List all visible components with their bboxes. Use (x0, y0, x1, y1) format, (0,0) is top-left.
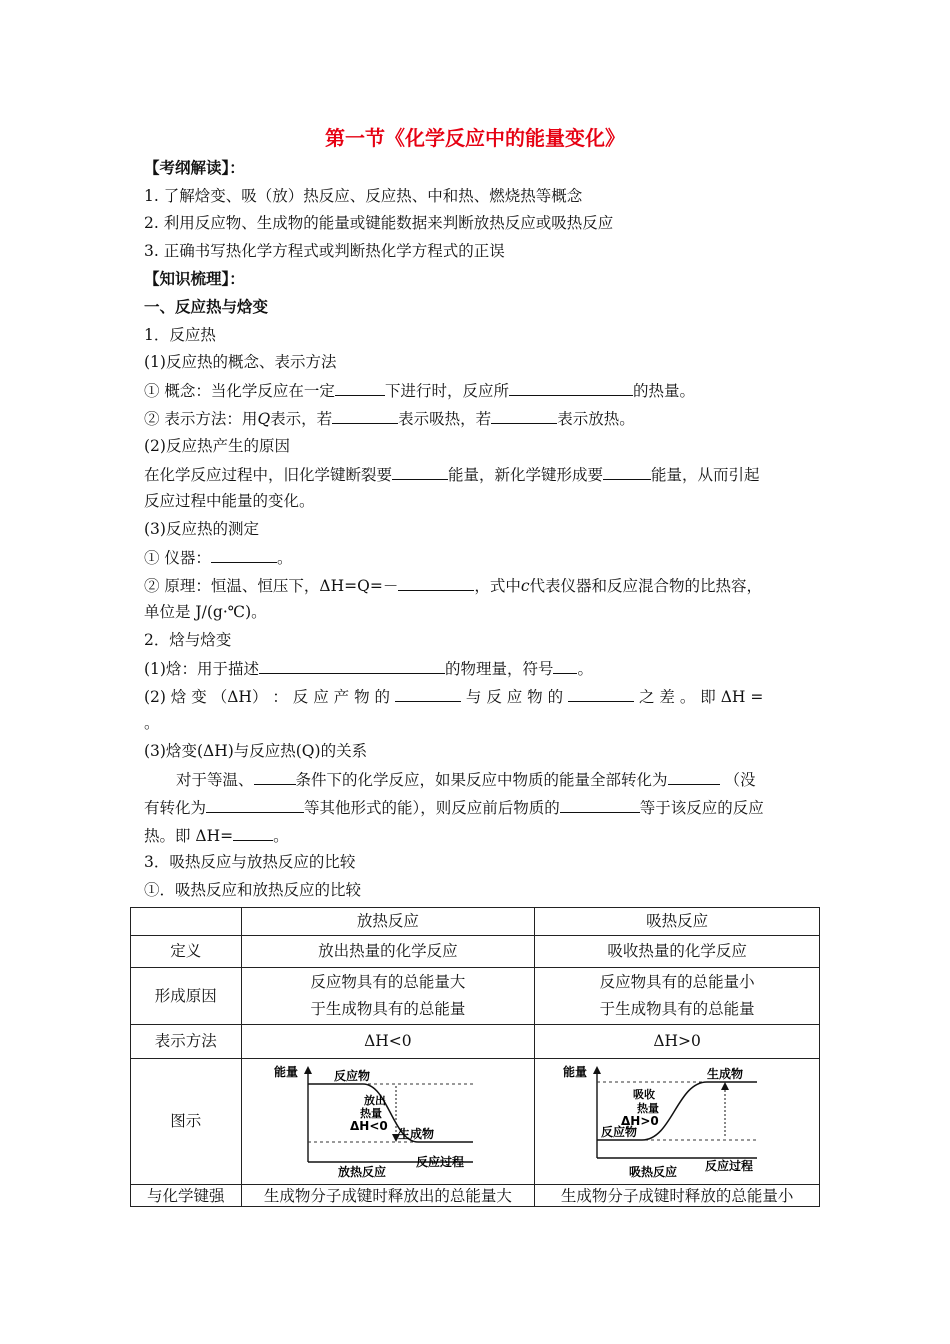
energy-curve (308, 1084, 473, 1142)
knowledge-heading: 【知识梳理】： (144, 270, 245, 288)
text: ① 仪器： (144, 549, 211, 567)
blank (603, 464, 651, 480)
table-row (131, 968, 820, 1025)
y-axis-label: 能量 (273, 1064, 298, 1079)
cause-line (144, 464, 760, 485)
diagram-caption: 放热反应 (337, 1164, 386, 1179)
delta-h-label: ΔH<0 (349, 1118, 388, 1133)
subsection-reaction-heat: 1．反应热 (144, 326, 216, 344)
blank (509, 380, 633, 396)
table-cell: 放出热量的化学反应 (241, 936, 535, 968)
blank (332, 408, 398, 424)
text: 能量，从而引起 (651, 466, 760, 484)
blank (491, 408, 557, 424)
blank (398, 575, 474, 591)
table-cell (241, 968, 535, 1025)
outline-item-3: 3. 正确书写热化学方程式或判断热化学方程式的正误 (144, 242, 505, 260)
cause-line-2: 反应过程中能量的变化。 (144, 492, 315, 510)
row-label: 图示 (131, 1059, 242, 1185)
measure-heading: (3)反应热的测定 (144, 520, 259, 538)
text: 等于该反应的反应 (639, 799, 764, 817)
symbol-c: c (520, 577, 530, 595)
relation-heading: (3)焓变(ΔH)与反应热(Q)的关系 (144, 742, 368, 760)
outline-heading: 【考纲解读】： (144, 159, 245, 177)
text: 能量，新化学键形成要 (448, 466, 604, 484)
cell-line: 于生成物具有的总能量 (599, 1000, 755, 1018)
enthalpy-change-line-2: 。 (144, 714, 160, 732)
table-cell (241, 1059, 535, 1185)
outline-item-1: 1. 了解焓变、吸（放）热反应、反应热、中和热、燃烧热等概念 (144, 187, 583, 205)
text: 表示吸热，若 (398, 410, 492, 428)
blank (553, 658, 577, 674)
y-axis-label: 能量 (563, 1064, 588, 1079)
text: 之 差 。 即 ΔH = (638, 688, 764, 706)
blank (335, 380, 385, 396)
concept-line (144, 380, 695, 401)
product-label: 生成物 (397, 1126, 434, 1141)
reactant-label: 反应物 (333, 1068, 370, 1083)
text: 。 (276, 549, 293, 567)
blank (259, 658, 445, 674)
text: ，式中 (474, 577, 521, 595)
relation-line-1 (176, 769, 755, 790)
text: 有转化为 (144, 799, 207, 817)
table-header-cell: 放热反应 (241, 908, 535, 936)
text: （没 (724, 771, 756, 789)
comparison-table (130, 907, 820, 1207)
blank (233, 825, 273, 841)
cell-line: 反应物具有的总能量大 (310, 973, 466, 991)
text: 在化学反应过程中，旧化学键断裂要 (144, 466, 393, 484)
text: 代表仪器和反应混合物的比热容， (529, 577, 763, 595)
blank (254, 769, 296, 785)
blank (211, 547, 277, 563)
text: 热。即 ΔH= (144, 827, 234, 845)
text: 的物理量，符号 (444, 660, 554, 678)
row-label: 定义 (131, 936, 242, 968)
text: 表示，若 (270, 410, 333, 428)
method-line (144, 408, 635, 429)
text: ② 原理：恒温、恒压下，ΔH=Q=－ (144, 577, 399, 595)
table-cell (535, 1059, 820, 1185)
table-cell: ΔH>0 (535, 1025, 820, 1059)
table-cell: 生成物分子成键时释放的总能量小 (535, 1185, 820, 1207)
comparison-subheading: ①．吸热反应和放热反应的比较 (144, 881, 362, 899)
enthalpy-heading: 2．焓与焓变 (144, 631, 232, 649)
enthalpy-line (144, 658, 593, 679)
delta-h-arrow-icon (721, 1082, 729, 1090)
exothermic-energy-diagram (268, 1062, 508, 1182)
row-label: 表示方法 (131, 1025, 242, 1059)
symbol-q: Q (257, 410, 271, 428)
release-label: 放出 (363, 1093, 386, 1107)
y-axis-arrow-icon (304, 1066, 312, 1074)
instrument-line (144, 547, 292, 568)
unit-line: 单位是 J/(g·℃)。 (144, 603, 267, 621)
outline-item-2: 2. 利用反应物、生成物的能量或键能数据来判断放热反应或吸热反应 (144, 214, 614, 232)
blank (560, 797, 640, 813)
text: 下进行时，反应所 (384, 382, 509, 400)
text: ② 表示方法：用 (144, 410, 258, 428)
text: 。 (273, 827, 289, 845)
table-row (131, 1185, 820, 1207)
text: 对于等温、 (176, 771, 254, 789)
table-cell: 吸收热量的化学反应 (535, 936, 820, 968)
table-row (131, 1059, 820, 1185)
table-cell (131, 908, 242, 936)
text: (1)焓：用于描述 (144, 660, 259, 678)
heat-label: 热量 (359, 1106, 382, 1120)
product-label: 生成物 (707, 1066, 744, 1081)
cell-line: 于生成物具有的总能量 (310, 1000, 466, 1018)
comparison-heading: 3．吸热反应与放热反应的比较 (144, 853, 356, 871)
row-label: 与化学键强 (131, 1185, 242, 1207)
text: ① 概念：当化学反应在一定 (144, 382, 335, 400)
text: (2) 焓 变 （ΔH） ： 反 应 产 物 的 (144, 688, 391, 706)
absorb-label: 吸收 (633, 1087, 656, 1101)
table-header-cell: 吸热反应 (535, 908, 820, 936)
table-cell (535, 968, 820, 1025)
concept-heading: (1)反应热的概念、表示方法 (144, 353, 337, 371)
cause-heading: (2)反应热产生的原因 (144, 437, 290, 455)
cell-line: 反应物具有的总能量小 (599, 973, 755, 991)
section1-heading: 一、反应热与焓变 (144, 298, 269, 316)
text: 表示放热。 (557, 410, 635, 428)
text: 等其他形式的能），则反应前后物质的 (304, 799, 560, 817)
text: 条件下的化学反应，如果反应中物质的能量全部转化为 (295, 771, 668, 789)
blank (206, 797, 304, 813)
table-row (131, 936, 820, 968)
diagram-caption: 吸热反应 (629, 1164, 678, 1179)
blank (668, 769, 720, 785)
blank (568, 686, 634, 702)
row-label: 形成原因 (131, 968, 242, 1025)
principle-line (144, 575, 762, 596)
text: 。 (577, 660, 593, 678)
relation-line-3 (144, 825, 289, 846)
text: 的热量。 (632, 382, 695, 400)
text: 与 反 应 物 的 (465, 688, 564, 706)
table-row (131, 1025, 820, 1059)
endothermic-energy-diagram (557, 1062, 797, 1182)
relation-line-2 (144, 797, 764, 818)
table-cell: ΔH<0 (241, 1025, 535, 1059)
x-axis-label: 反应过程 (705, 1158, 754, 1173)
y-axis-arrow-icon (593, 1066, 601, 1074)
delta-h-label: ΔH>0 (621, 1113, 659, 1128)
enthalpy-change-line (144, 686, 763, 707)
blank (395, 686, 461, 702)
heat-label: 热量 (637, 1101, 660, 1115)
reactant-label: 反应物 (601, 1124, 638, 1139)
table-cell: 生成物分子成键时释放出的总能量大 (241, 1185, 535, 1207)
table-header-row (131, 908, 820, 936)
blank (392, 464, 448, 480)
page-title: 第一节《化学反应中的能量变化》 (325, 126, 625, 150)
x-axis-label: 反应过程 (415, 1154, 464, 1169)
